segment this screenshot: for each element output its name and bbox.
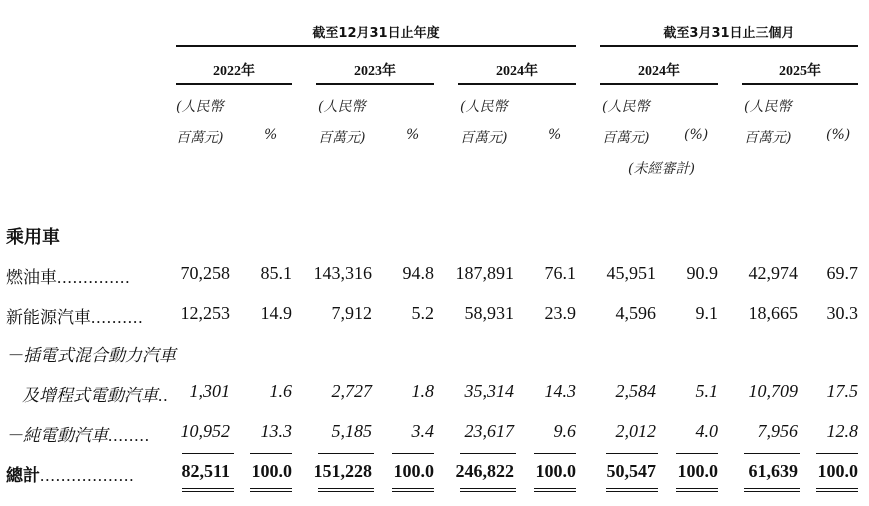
unit-label-line1: (人民幣	[602, 99, 650, 115]
cell-amount: 187,891	[455, 263, 514, 283]
year-header-2025-q: 2025年	[779, 64, 821, 79]
cell-percent: 85.1	[260, 263, 292, 283]
leader-dots: ..............	[57, 268, 131, 287]
cell-amount: 2,584	[615, 381, 656, 401]
cell-percent-total: 100.0	[677, 461, 718, 481]
double-underline	[392, 488, 434, 492]
group-header-rule-quarter	[600, 45, 858, 47]
group-header-year: 截至12月31日止年度	[312, 26, 440, 41]
subtotal-rule	[250, 453, 292, 454]
year-header-2023: 2023年	[354, 64, 396, 79]
cell-amount: 2,727	[331, 381, 372, 401]
unit-percent: %	[406, 127, 420, 143]
cell-percent: 4.0	[695, 421, 718, 441]
row-label-text: －純電動汽車	[6, 426, 108, 446]
double-underline	[606, 488, 658, 492]
subtotal-rule	[318, 453, 374, 454]
cell-percent-total: 100.0	[393, 461, 434, 481]
row-label-text: 新能源汽車	[6, 308, 91, 328]
unit-label-line2: 百萬元)	[176, 130, 224, 146]
cell-percent: 5.1	[695, 381, 718, 401]
group-header-rule-year	[176, 45, 576, 47]
cell-percent: 94.8	[402, 263, 434, 283]
cell-amount: 23,617	[464, 421, 514, 441]
double-underline	[744, 488, 800, 492]
cell-percent: 14.9	[260, 303, 292, 323]
cell-amount: 5,185	[331, 421, 372, 441]
row-label	[6, 421, 150, 446]
cell-percent: 1.6	[269, 381, 292, 401]
section-title: 乘用車	[6, 227, 60, 248]
cell-percent: 90.9	[686, 263, 718, 283]
unit-label-line1: (人民幣	[744, 99, 792, 115]
cell-amount-total: 82,511	[181, 461, 230, 481]
cell-amount: 143,316	[313, 263, 372, 283]
cell-percent: 13.3	[260, 421, 292, 441]
row-label-text: 總計	[6, 466, 40, 486]
unit-percent: (%)	[826, 127, 851, 143]
group-header-quarter: 截至3月31日止三個月	[663, 26, 795, 41]
year-rule-2024-q	[600, 83, 718, 85]
double-underline	[460, 488, 516, 492]
cell-percent: 5.2	[411, 303, 434, 323]
cell-percent: 76.1	[544, 263, 576, 283]
cell-percent: 14.3	[544, 381, 576, 401]
unit-label-line2: 百萬元)	[602, 130, 650, 146]
unit-label-line1: (人民幣	[460, 99, 508, 115]
cell-percent: 17.5	[826, 381, 858, 401]
year-rule-2023	[316, 83, 434, 85]
leader-dots: ..	[158, 386, 169, 405]
cell-amount: 1,301	[189, 381, 230, 401]
row-label	[6, 461, 135, 486]
double-underline	[534, 488, 576, 492]
cell-percent: 69.7	[826, 263, 858, 283]
cell-percent: 30.3	[826, 303, 858, 323]
cell-percent: 3.4	[411, 421, 434, 441]
cell-percent-total: 100.0	[251, 461, 292, 481]
subtotal-rule	[460, 453, 516, 454]
cell-amount: 35,314	[464, 381, 514, 401]
unit-percent: %	[264, 127, 278, 143]
double-underline	[318, 488, 374, 492]
cell-amount: 7,912	[331, 303, 372, 323]
cell-amount: 4,596	[615, 303, 656, 323]
cell-percent-total: 100.0	[817, 461, 858, 481]
subtotal-rule	[676, 453, 718, 454]
unaudited-label: (未經審計)	[628, 161, 695, 177]
double-underline	[182, 488, 234, 492]
unit-percent: (%)	[684, 127, 709, 143]
unit-label-line2: 百萬元)	[318, 130, 366, 146]
double-underline	[816, 488, 858, 492]
cell-percent: 12.8	[826, 421, 858, 441]
cell-amount-total: 246,822	[455, 461, 514, 481]
cell-percent: 23.9	[544, 303, 576, 323]
cell-percent: 9.6	[553, 421, 576, 441]
subtotal-rule	[534, 453, 576, 454]
unit-label-line2: 百萬元)	[460, 130, 508, 146]
row-label	[6, 341, 176, 366]
subtotal-rule	[744, 453, 800, 454]
cell-amount: 2,012	[615, 421, 656, 441]
cell-amount: 10,709	[748, 381, 798, 401]
cell-amount: 12,253	[180, 303, 230, 323]
row-label-text: 及增程式電動汽車	[22, 386, 158, 406]
leader-dots: ........	[108, 426, 150, 445]
cell-amount-total: 151,228	[313, 461, 372, 481]
subtotal-rule	[606, 453, 658, 454]
leader-dots: ..........	[91, 308, 144, 327]
year-header-2024-q: 2024年	[638, 64, 680, 79]
year-header-2024: 2024年	[496, 64, 538, 79]
cell-amount: 58,931	[464, 303, 514, 323]
year-rule-2024	[458, 83, 576, 85]
row-label-text: －插電式混合動力汽車	[6, 346, 176, 366]
subtotal-rule	[392, 453, 434, 454]
cell-amount-total: 50,547	[606, 461, 656, 481]
row-label	[22, 381, 169, 406]
unit-label-line1: (人民幣	[318, 99, 366, 115]
subtotal-rule	[182, 453, 234, 454]
year-rule-2022	[176, 83, 292, 85]
row-label	[6, 303, 144, 328]
year-rule-2025-q	[742, 83, 858, 85]
cell-amount: 70,258	[180, 263, 230, 283]
unit-label-line2: 百萬元)	[744, 130, 792, 146]
double-underline	[250, 488, 292, 492]
unit-percent: %	[548, 127, 562, 143]
year-header-2022: 2022年	[213, 64, 255, 79]
cell-amount: 45,951	[606, 263, 656, 283]
leader-dots: ..................	[40, 466, 135, 485]
subtotal-rule	[816, 453, 858, 454]
cell-percent-total: 100.0	[535, 461, 576, 481]
double-underline	[676, 488, 718, 492]
cell-amount: 42,974	[748, 263, 798, 283]
cell-amount: 7,956	[757, 421, 798, 441]
cell-amount: 18,665	[748, 303, 798, 323]
cell-percent: 9.1	[695, 303, 718, 323]
cell-amount: 10,952	[180, 421, 230, 441]
cell-percent: 1.8	[411, 381, 434, 401]
row-label	[6, 263, 131, 288]
row-label-text: 燃油車	[6, 268, 57, 288]
unit-label-line1: (人民幣	[176, 99, 224, 115]
cell-amount-total: 61,639	[748, 461, 798, 481]
